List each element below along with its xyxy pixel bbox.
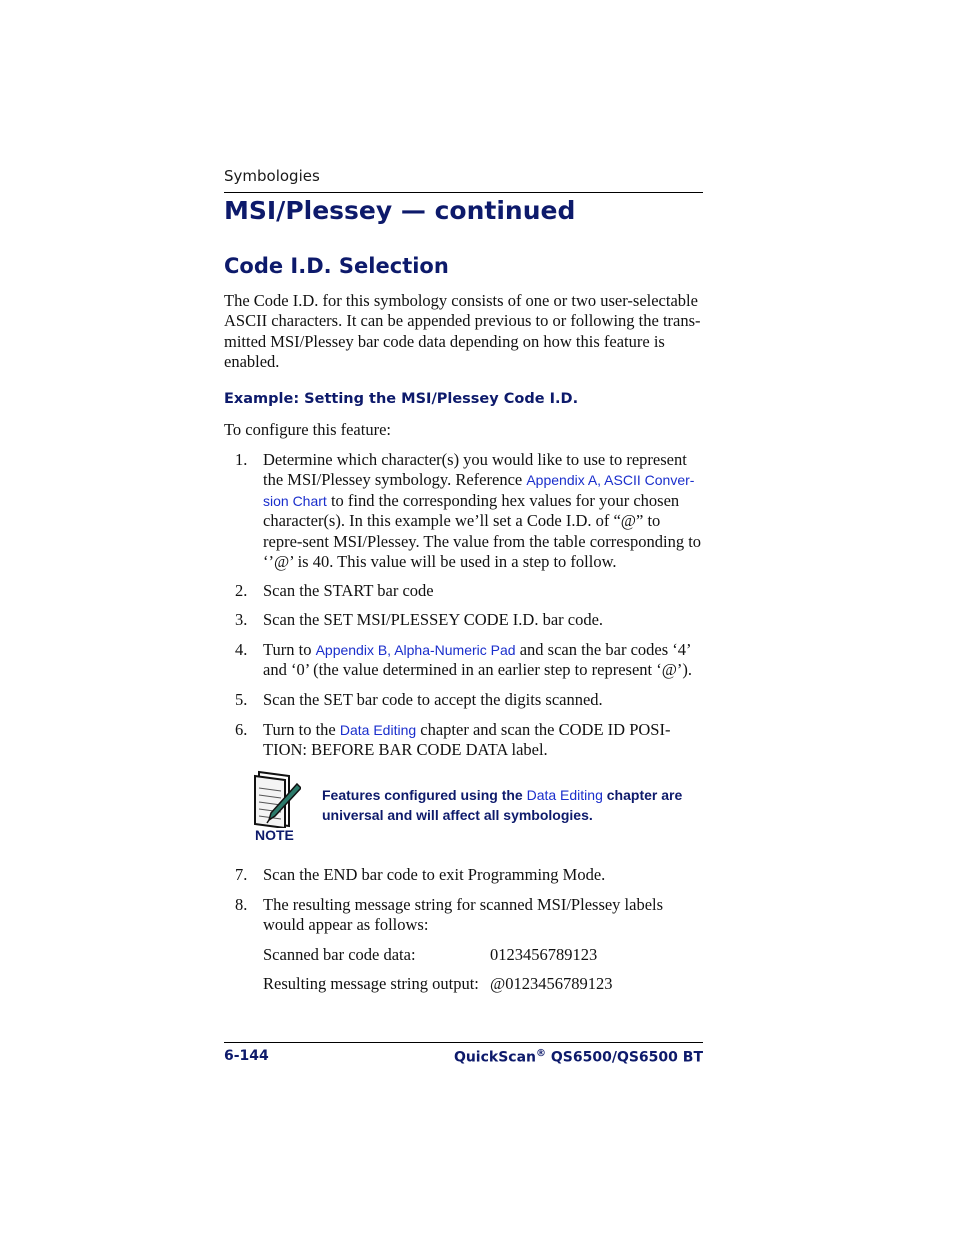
step-text-part: and scan the bar codes ‘4’ and ‘0’ (the value determined in an earlier step to represent ‘@’). (263, 640, 693, 680)
result-string-value: @0123456789123 (490, 974, 613, 993)
scanned-data-label: Scanned bar code data: (263, 945, 416, 964)
step-text: The resulting message string for scanned MSI/Plessey labels would appear as follows: (263, 895, 664, 935)
step-text: Scan the SET MSI/PLESSEY CODE I.D. bar code. (263, 610, 604, 629)
note-data-editing-link[interactable]: Data Editing (526, 787, 603, 803)
step-number: 5. (235, 690, 248, 709)
step-number: 4. (235, 640, 248, 659)
step-text-part: to find the corresponding hex values for your chosen character(s). In this example we’ll set a Code I.D. of “@” to repre-sent MSI/Plessey. The value from the table corresponding to ‘’@’ is 40. This value will be used in a step to follow. (263, 490, 702, 572)
page-number: 6-144 (224, 1048, 269, 1064)
step-text-part: Turn to the (263, 720, 340, 739)
step-text (263, 640, 703, 681)
intro-paragraph: The Code I.D. for this symbology consists of one or two user-selectable ASCII characters. It can be appended previous to or following the trans-mitted MSI/Plessey bar code data depending on how this feature is enabled. (224, 291, 701, 372)
header-rule (224, 192, 703, 193)
note-label: NOTE (255, 827, 294, 843)
step-text-part: chapter and scan the CODE ID POSI-TION: BEFORE BAR CODE DATA label. (263, 720, 671, 760)
appendix-a-link[interactable]: Appendix A, ASCII Conver-sion Chart (263, 472, 695, 509)
configure-text: To configure this feature: (224, 420, 391, 439)
section-header: Symbologies (224, 167, 320, 185)
step-number: 8. (235, 895, 248, 914)
step-text (263, 720, 703, 761)
step-text: Scan the END bar code to exit Programming Mode. (263, 865, 606, 884)
scanned-data-value: 0123456789123 (490, 945, 598, 964)
step-number: 7. (235, 865, 248, 884)
step-number: 6. (235, 720, 248, 739)
step-text (263, 450, 703, 572)
product-name (454, 1048, 703, 1066)
step-text: Scan the START bar code (263, 581, 434, 600)
note-text-part: Features configured using the (322, 787, 527, 803)
step-text-part: Determine which character(s) you would like to use to represent the MSI/Plessey symbology. Reference (263, 450, 687, 490)
step-number: 1. (235, 450, 248, 469)
note-pad-pen-icon (249, 770, 301, 828)
step-number: 2. (235, 581, 248, 600)
result-string-label: Resulting message string output: (263, 974, 479, 993)
step-text: Scan the SET bar code to accept the digits scanned. (263, 690, 603, 709)
step-number: 3. (235, 610, 248, 629)
example-heading: Example: Setting the MSI/Plessey Code I.D. (224, 391, 579, 407)
product-model: QS6500/QS6500 BT (546, 1049, 703, 1066)
note-text-part: chapter are universal and will affect all symbologies. (322, 787, 683, 823)
data-editing-link[interactable]: Data Editing (339, 722, 417, 738)
footer-rule (224, 1042, 703, 1043)
note-text (322, 786, 692, 825)
section-title: Code I.D. Selection (224, 254, 449, 278)
step-text-part: Turn to (263, 640, 316, 659)
appendix-b-link[interactable]: Appendix B, Alpha-Numeric Pad (315, 642, 516, 658)
product-brand: QuickScan (453, 1049, 537, 1066)
registered-mark: ® (536, 1048, 547, 1059)
page-title: MSI/Plessey — continued (224, 196, 576, 225)
